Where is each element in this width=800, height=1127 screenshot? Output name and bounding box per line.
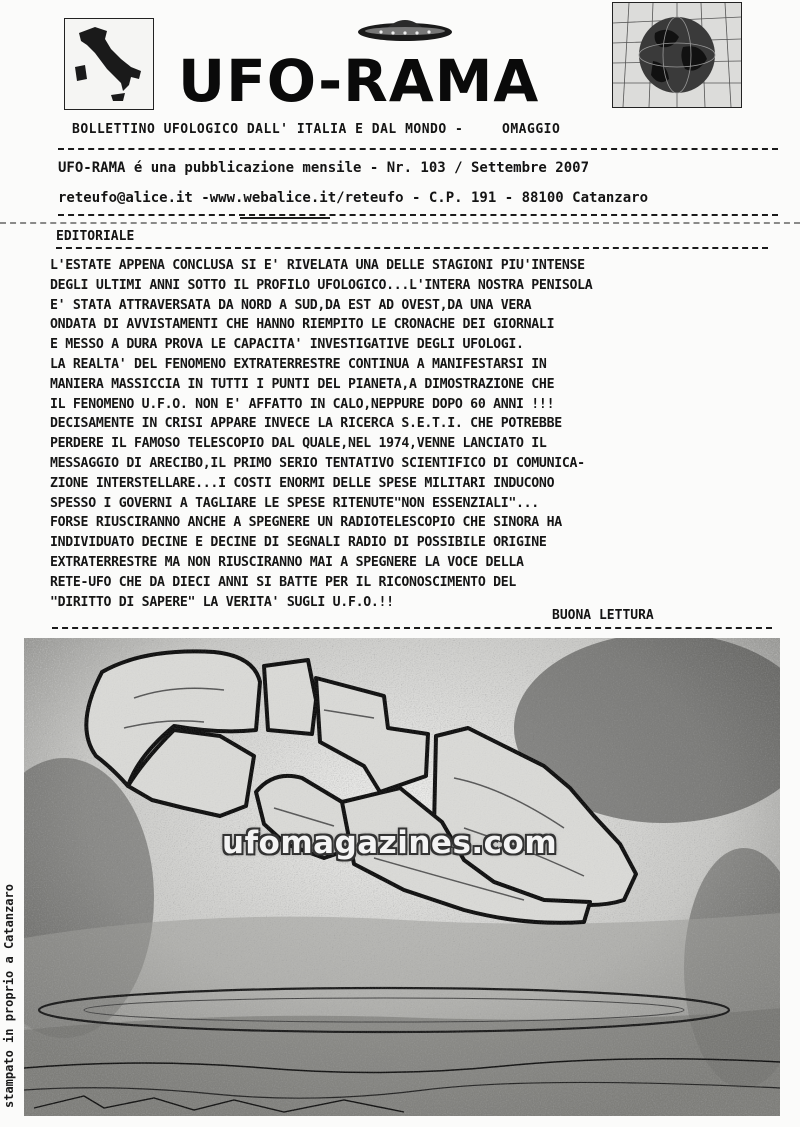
ufo-drawing-image xyxy=(24,638,780,1116)
editorial-line: FORSE RIUSCIRANNO ANCHE A SPEGNERE UN RADIOTELESCOPIO CHE SINORA HA xyxy=(50,515,562,531)
subtitle-row xyxy=(72,122,560,137)
editorial-line: DEGLI ULTIMI ANNI SOTTO IL PROFILO UFOLOGICO...L'INTERA NOSTRA PENISOLA xyxy=(50,277,593,293)
editorial-line: ZIONE INTERSTELLARE...I COSTI ENORMI DELLE SPESE MILITARI INDUCONO xyxy=(50,475,555,491)
editorial-line: "DIRITTO DI SAPERE" LA VERITA' SUGLI U.F.O.!! xyxy=(50,594,394,610)
masthead-title: UFO-RAMA xyxy=(178,47,540,115)
omaggio-tag: OMAGGIO xyxy=(502,122,561,137)
sign-off: BUONA LETTURA xyxy=(552,608,654,623)
publication-line: UFO-RAMA é una pubblicazione mensile - Nr. 103 / Settembre 2007 xyxy=(58,160,590,176)
editorial-line: SPESSO I GOVERNI A TAGLIARE LE SPESE RITENUTE"NON ESSENZIALI"... xyxy=(50,495,539,511)
section-label: EDITORIALE xyxy=(56,229,135,244)
divider xyxy=(0,222,800,224)
editorial-line: RETE-UFO CHE DA DIECI ANNI SI BATTE PER IL RICONOSCIMENTO DEL xyxy=(50,574,517,590)
editorial-line: IL FENOMENO U.F.O. NON E' AFFATTO IN CALO,NEPPURE DOPO 60 ANNI !!! xyxy=(50,396,555,412)
flying-saucer-icon xyxy=(355,8,455,46)
editorial-line: DECISAMENTE IN CRISI APPARE INVECE LA RICERCA S.E.T.I. CHE POTREBBE xyxy=(50,416,562,432)
watermark: ufomagazines.com xyxy=(222,825,558,861)
divider xyxy=(58,214,778,216)
editorial-line: E MESSO A DURA PROVA LE CAPACITA' INVESTIGATIVE DEGLI UFOLOGI. xyxy=(50,337,524,353)
editorial-line: MESSAGGIO DI ARECIBO,IL PRIMO SERIO TENTATIVO SCIENTIFICO DI COMUNICA- xyxy=(50,455,585,471)
editorial-line: LA REALTA' DEL FENOMENO EXTRATERRESTRE CONTINUA A MANIFESTARSI IN xyxy=(50,356,547,372)
editorial-line: PERDERE IL FAMOSO TELESCOPIO DAL QUALE,NEL 1974,VENNE LANCIATO IL xyxy=(50,436,547,452)
editorial-line: ONDATA DI AVVISTAMENTI CHE HANNO RIEMPITO LE CRONACHE DEI GIORNALI xyxy=(50,317,555,333)
globe-grid-icon xyxy=(612,2,742,108)
editorial-line: E' STATA ATTRAVERSATA DA NORD A SUD,DA EST AD OVEST,DA UNA VERA xyxy=(50,297,532,313)
printer-note: stampato in proprio a Catanzaro xyxy=(2,884,16,1108)
italy-map-icon xyxy=(64,18,154,110)
divider xyxy=(240,217,330,219)
divider xyxy=(58,148,778,150)
editorial-line: EXTRATERRESTRE MA NON RIUSCIRANNO MAI A SPEGNERE LA VOCE DELLA xyxy=(50,554,524,570)
editorial-line: INDIVIDUATO DECINE E DECINE DI SEGNALI RADIO DI POSSIBILE ORIGINE xyxy=(50,535,547,551)
masthead-subtitle: BOLLETTINO UFOLOGICO DALL' ITALIA E DAL MONDO - xyxy=(72,122,464,137)
contact-line: reteufo@alice.it -www.webalice.it/reteufo - C.P. 191 - 88100 Catanzaro xyxy=(58,190,649,206)
editorial-text xyxy=(50,256,770,612)
divider xyxy=(56,247,768,249)
editorial-line: MANIERA MASSICCIA IN TUTTI I PUNTI DEL PIANETA,A DIMOSTRAZIONE CHE xyxy=(50,376,555,392)
divider xyxy=(52,627,772,629)
editorial-line: L'ESTATE APPENA CONCLUSA SI E' RIVELATA UNA DELLE STAGIONI PIU'INTENSE xyxy=(50,258,585,273)
